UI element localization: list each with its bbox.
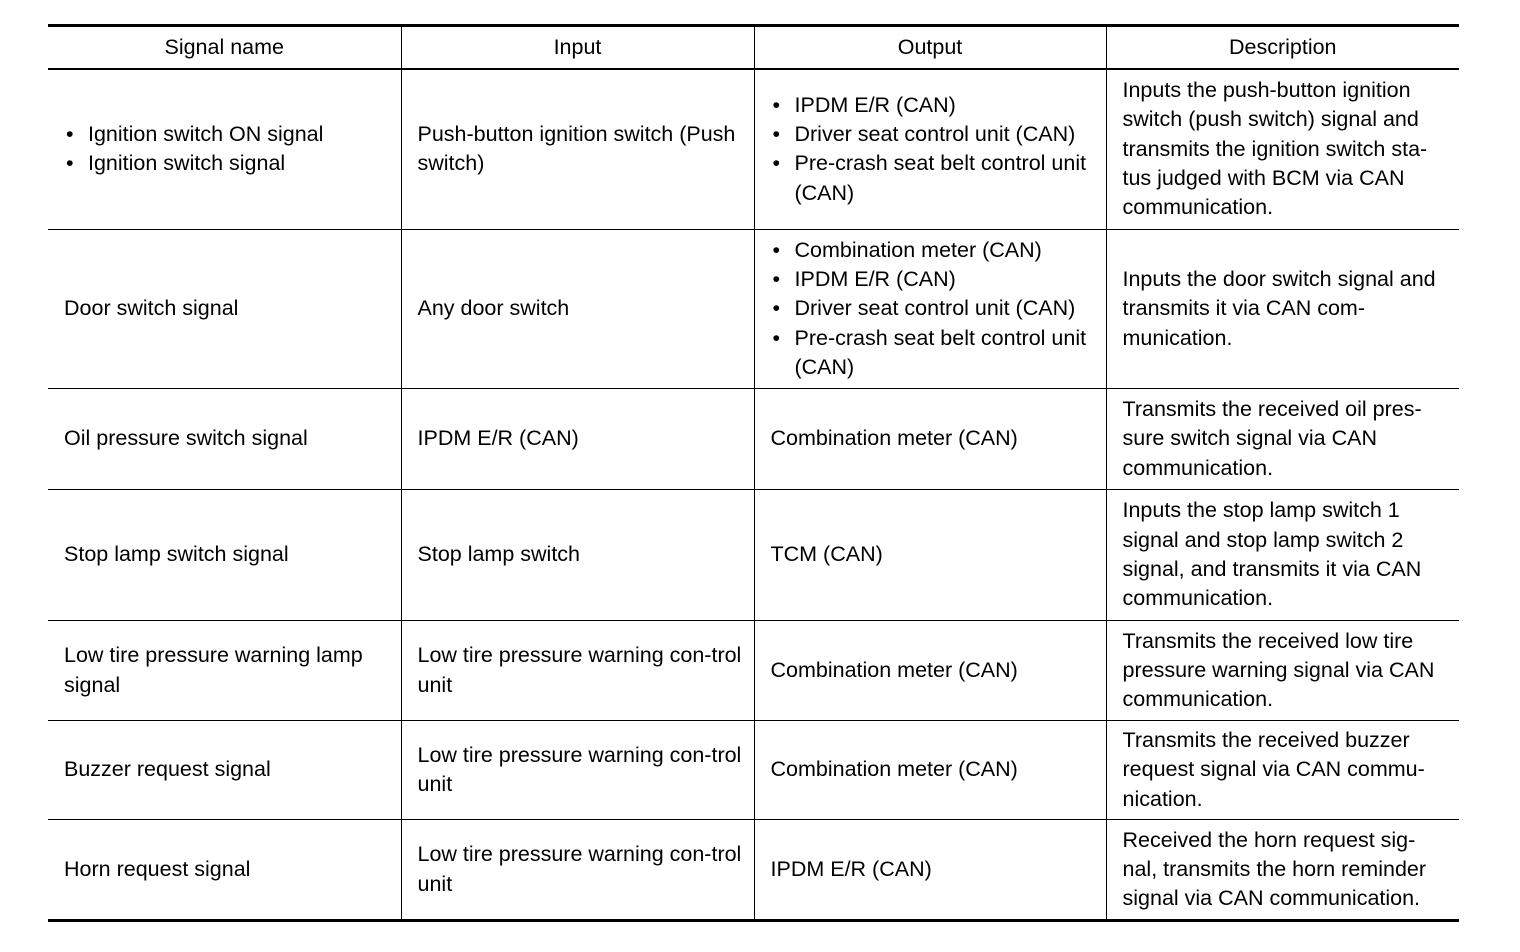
signal-name-cell: Oil pressure switch signal — [48, 389, 401, 490]
output-cell: Combination meter (CAN) — [754, 721, 1106, 820]
input-cell: Low tire pressure warning con-trol unit — [401, 621, 754, 721]
table-row — [48, 721, 1459, 820]
signal-name-cell: Stop lamp switch signal — [48, 490, 401, 621]
table-row — [48, 490, 1459, 621]
list-item: • Driver seat control unit (CAN) — [771, 294, 1096, 323]
output-cell — [754, 69, 1106, 230]
list-item: • Driver seat control unit (CAN) — [771, 120, 1096, 149]
input-cell: Low tire pressure warning con-trol unit — [401, 820, 754, 921]
input-cell: Stop lamp switch — [401, 490, 754, 621]
signal-name-cell: Low tire pressure warning lamp signal — [48, 621, 401, 721]
input-cell: Low tire pressure warning con-trol unit — [401, 721, 754, 820]
table-row — [48, 389, 1459, 490]
output-list — [771, 236, 1096, 382]
header-row — [48, 26, 1459, 69]
header-output: Output — [754, 26, 1106, 69]
table-row — [48, 621, 1459, 721]
list-item: • IPDM E/R (CAN) — [771, 265, 1096, 294]
list-item: • Pre-crash seat belt control unit (CAN) — [771, 324, 1096, 383]
output-cell: Combination meter (CAN) — [754, 389, 1106, 490]
can-signal-table — [48, 24, 1459, 922]
table-row — [48, 820, 1459, 921]
signal-name-list — [64, 120, 391, 179]
header-input: Input — [401, 26, 754, 69]
table-row — [48, 69, 1459, 230]
description-cell: Received the horn request sig-nal, transmits the horn reminder signal via CAN communication. — [1106, 820, 1459, 921]
output-list — [771, 91, 1096, 208]
input-cell: IPDM E/R (CAN) — [401, 389, 754, 490]
input-cell: Push-button ignition switch (Push switch) — [401, 69, 754, 230]
signal-name-cell: Horn request signal — [48, 820, 401, 921]
list-item: • Ignition switch signal — [64, 149, 391, 178]
output-cell: IPDM E/R (CAN) — [754, 820, 1106, 921]
header-description: Description — [1106, 26, 1459, 69]
description-cell: Transmits the received low tire pressure warning signal via CAN communication. — [1106, 621, 1459, 721]
description-cell: Inputs the push-button ignition switch (push switch) signal and transmits the ignition switch sta-tus judged with BCM via CAN communication. — [1106, 69, 1459, 230]
input-cell: Any door switch — [401, 230, 754, 389]
list-item: • Pre-crash seat belt control unit (CAN) — [771, 149, 1096, 208]
output-cell: Combination meter (CAN) — [754, 621, 1106, 721]
output-cell — [754, 230, 1106, 389]
description-cell: Transmits the received buzzer request signal via CAN commu-nication. — [1106, 721, 1459, 820]
table-row — [48, 230, 1459, 389]
signal-name-cell: Buzzer request signal — [48, 721, 401, 820]
signal-name-cell: Door switch signal — [48, 230, 401, 389]
description-cell: Transmits the received oil pres-sure switch signal via CAN communication. — [1106, 389, 1459, 490]
output-cell: TCM (CAN) — [754, 490, 1106, 621]
description-cell: Inputs the stop lamp switch 1 signal and stop lamp switch 2 signal, and transmits it via CAN communication. — [1106, 490, 1459, 621]
description-cell: Inputs the door switch signal and transmits it via CAN com-munication. — [1106, 230, 1459, 389]
signal-name-cell — [48, 69, 401, 230]
list-item: • Ignition switch ON signal — [64, 120, 391, 149]
header-signal-name: Signal name — [48, 26, 401, 69]
list-item: • Combination meter (CAN) — [771, 236, 1096, 265]
list-item: • IPDM E/R (CAN) — [771, 91, 1096, 120]
